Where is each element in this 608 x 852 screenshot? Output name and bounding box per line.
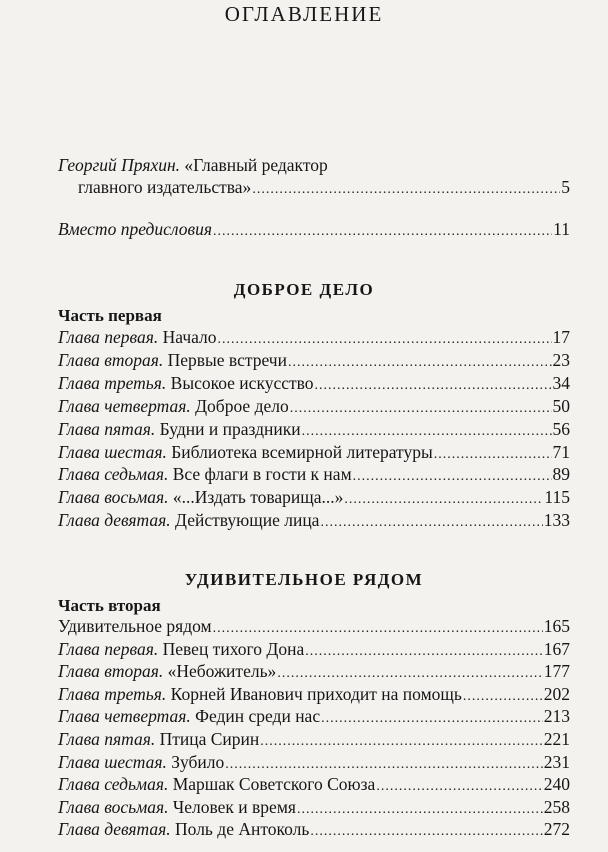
page-number: 213	[543, 706, 570, 727]
entry-italic: Вместо предисловия	[58, 219, 212, 239]
entry-title: Доброе дело	[190, 395, 289, 416]
entry-label	[58, 705, 320, 728]
page-number: 272	[543, 819, 570, 840]
toc-entry	[58, 773, 570, 796]
page-number: 71	[552, 441, 570, 462]
toc-entry	[58, 463, 570, 486]
leader-dots	[344, 488, 543, 511]
toc-entry	[58, 326, 570, 349]
intro-entry-preface	[58, 218, 570, 241]
entry-label	[58, 326, 217, 349]
entry-chapter: Глава восьмая.	[58, 796, 169, 817]
page-number: 23	[552, 349, 570, 370]
toc-entry	[58, 615, 570, 638]
page-number: 34	[552, 372, 570, 393]
entry-label	[58, 728, 259, 751]
entry-label	[58, 372, 314, 395]
leader-dots	[218, 328, 552, 351]
leader-dots	[213, 617, 543, 640]
entry-label	[58, 441, 433, 464]
toc-entry	[58, 486, 570, 509]
entry-label	[58, 660, 276, 683]
toc-entry	[58, 705, 570, 728]
entry-label	[58, 615, 212, 638]
entry-chapter: Глава четвертая.	[58, 706, 191, 727]
leader-dots	[260, 730, 542, 753]
page-number: 89	[552, 464, 570, 485]
entry-label	[58, 509, 319, 532]
toc-entry	[58, 660, 570, 683]
entry-chapter: Глава шестая.	[58, 441, 167, 462]
entry-title: «Небожитель»	[163, 661, 277, 682]
entry-chapter: Глава первая.	[58, 638, 159, 659]
leader-dots	[252, 178, 560, 201]
entry-label	[58, 418, 301, 441]
leader-dots	[290, 397, 552, 420]
page-number: 133	[543, 510, 570, 531]
page-number: 50	[552, 395, 570, 416]
entry-title: Будни и праздники	[155, 418, 301, 439]
leader-dots	[434, 443, 552, 466]
part-heading: Часть вторая	[58, 596, 161, 615]
entry-title: Птица Сирин	[155, 729, 260, 749]
page-number: 167	[543, 638, 570, 659]
entry-chapter: Глава девятая.	[58, 510, 171, 531]
toc-entry	[58, 751, 570, 774]
toc-entry	[58, 818, 570, 841]
leader-dots	[315, 374, 552, 397]
entry-label	[58, 751, 224, 774]
entry-chapter: Глава первая.	[58, 327, 159, 347]
entry-chapter: Глава пятая.	[58, 729, 156, 749]
toc-entry	[58, 418, 570, 441]
toc-entry	[58, 509, 570, 532]
leader-dots	[302, 420, 552, 443]
intro-entry-line1	[58, 154, 328, 177]
leader-dots	[310, 820, 542, 843]
entry-chapter: Глава вторая.	[58, 661, 164, 682]
section-heading: УДИВИТЕЛЬНОЕ РЯДОМ	[184, 570, 424, 589]
toc-entry	[58, 638, 570, 661]
page-number: 258	[543, 796, 570, 817]
toc-entry	[58, 395, 570, 418]
entry-title: Библиотека всемирной литературы	[166, 441, 433, 462]
page-number: 11	[553, 219, 570, 239]
page-number: 56	[552, 418, 570, 439]
entry-title: Высокое искусство	[166, 372, 314, 393]
entry-chapter: Глава четвертая.	[58, 395, 191, 416]
entry-chapter: Глава седьмая.	[58, 464, 169, 485]
entry-title: Певец тихого Дона	[158, 638, 305, 659]
entry-chapter: Глава шестая.	[58, 751, 167, 772]
leader-dots	[288, 351, 552, 374]
leader-dots	[225, 753, 542, 776]
entry-title: Первые встречи	[163, 349, 287, 370]
entry-title: Человек и время	[168, 796, 296, 817]
entry-label	[58, 395, 289, 418]
entry-title: Маршак Советского Союза	[168, 774, 376, 795]
entry-label	[58, 818, 309, 841]
entry-label	[58, 463, 352, 486]
leader-dots	[321, 707, 543, 730]
section-heading: ДОБРОЕ ДЕЛО	[233, 280, 375, 299]
leader-dots	[213, 220, 552, 243]
leader-dots	[320, 511, 542, 534]
entry-label	[58, 683, 462, 706]
entry-label	[58, 796, 296, 819]
entry-title: Начало	[158, 327, 217, 347]
page-number: 177	[543, 661, 570, 682]
page-number: 115	[544, 487, 570, 508]
entry-label	[58, 349, 287, 372]
leader-dots	[297, 798, 543, 821]
entry-label	[58, 773, 375, 796]
leader-dots	[353, 465, 552, 488]
page-number: 231	[543, 751, 570, 772]
entry-title: Поль де Антоколь	[170, 819, 310, 840]
page-number: 221	[543, 729, 570, 749]
page-number: 17	[552, 327, 570, 347]
entry-title: Корней Иванович приходит на помощь	[166, 683, 462, 704]
toc-entry	[58, 683, 570, 706]
part-heading: Часть первая	[58, 306, 162, 325]
leader-dots	[277, 662, 542, 685]
entry-label	[58, 486, 343, 509]
entry-title: Удивительное рядом	[58, 616, 212, 636]
leader-dots	[376, 775, 542, 798]
page-number: 240	[543, 774, 570, 795]
entry-chapter: Глава вторая.	[58, 349, 164, 370]
entry-chapter: Глава третья.	[58, 372, 167, 393]
toc-entry	[58, 796, 570, 819]
intro-entry-line2	[78, 176, 570, 199]
toc-entry	[58, 728, 570, 751]
page-number: 202	[543, 683, 570, 704]
toc-entry	[58, 372, 570, 395]
entry-chapter: Глава девятая.	[58, 819, 171, 840]
toc-entry	[58, 349, 570, 372]
entry-title: Все флаги в гости к нам	[168, 464, 352, 485]
toc-entry	[58, 441, 570, 464]
page-title: ОГЛАВЛЕНИЕ	[224, 2, 384, 26]
leader-dots	[463, 685, 543, 708]
page-number: 5	[561, 177, 570, 197]
intro-title-line2: главного издательства»	[78, 177, 252, 197]
entry-label	[58, 638, 304, 661]
intro-title-line1: «Главный редактор	[180, 155, 328, 175]
entry-chapter: Глава третья.	[58, 683, 167, 704]
entry-title: Действующие лица	[170, 510, 320, 531]
entry-chapter: Глава восьмая.	[58, 487, 169, 508]
entry-title: Зубило	[166, 751, 225, 772]
entry-chapter: Глава седьмая.	[58, 774, 169, 795]
leader-dots	[305, 640, 543, 663]
entry-title: Федин среди нас	[190, 706, 321, 727]
page-number: 165	[543, 616, 570, 636]
entry-title: «...Издать товарища...»	[168, 487, 344, 508]
intro-author: Георгий Пряхин.	[58, 155, 181, 175]
entry-chapter: Глава пятая.	[58, 418, 156, 439]
